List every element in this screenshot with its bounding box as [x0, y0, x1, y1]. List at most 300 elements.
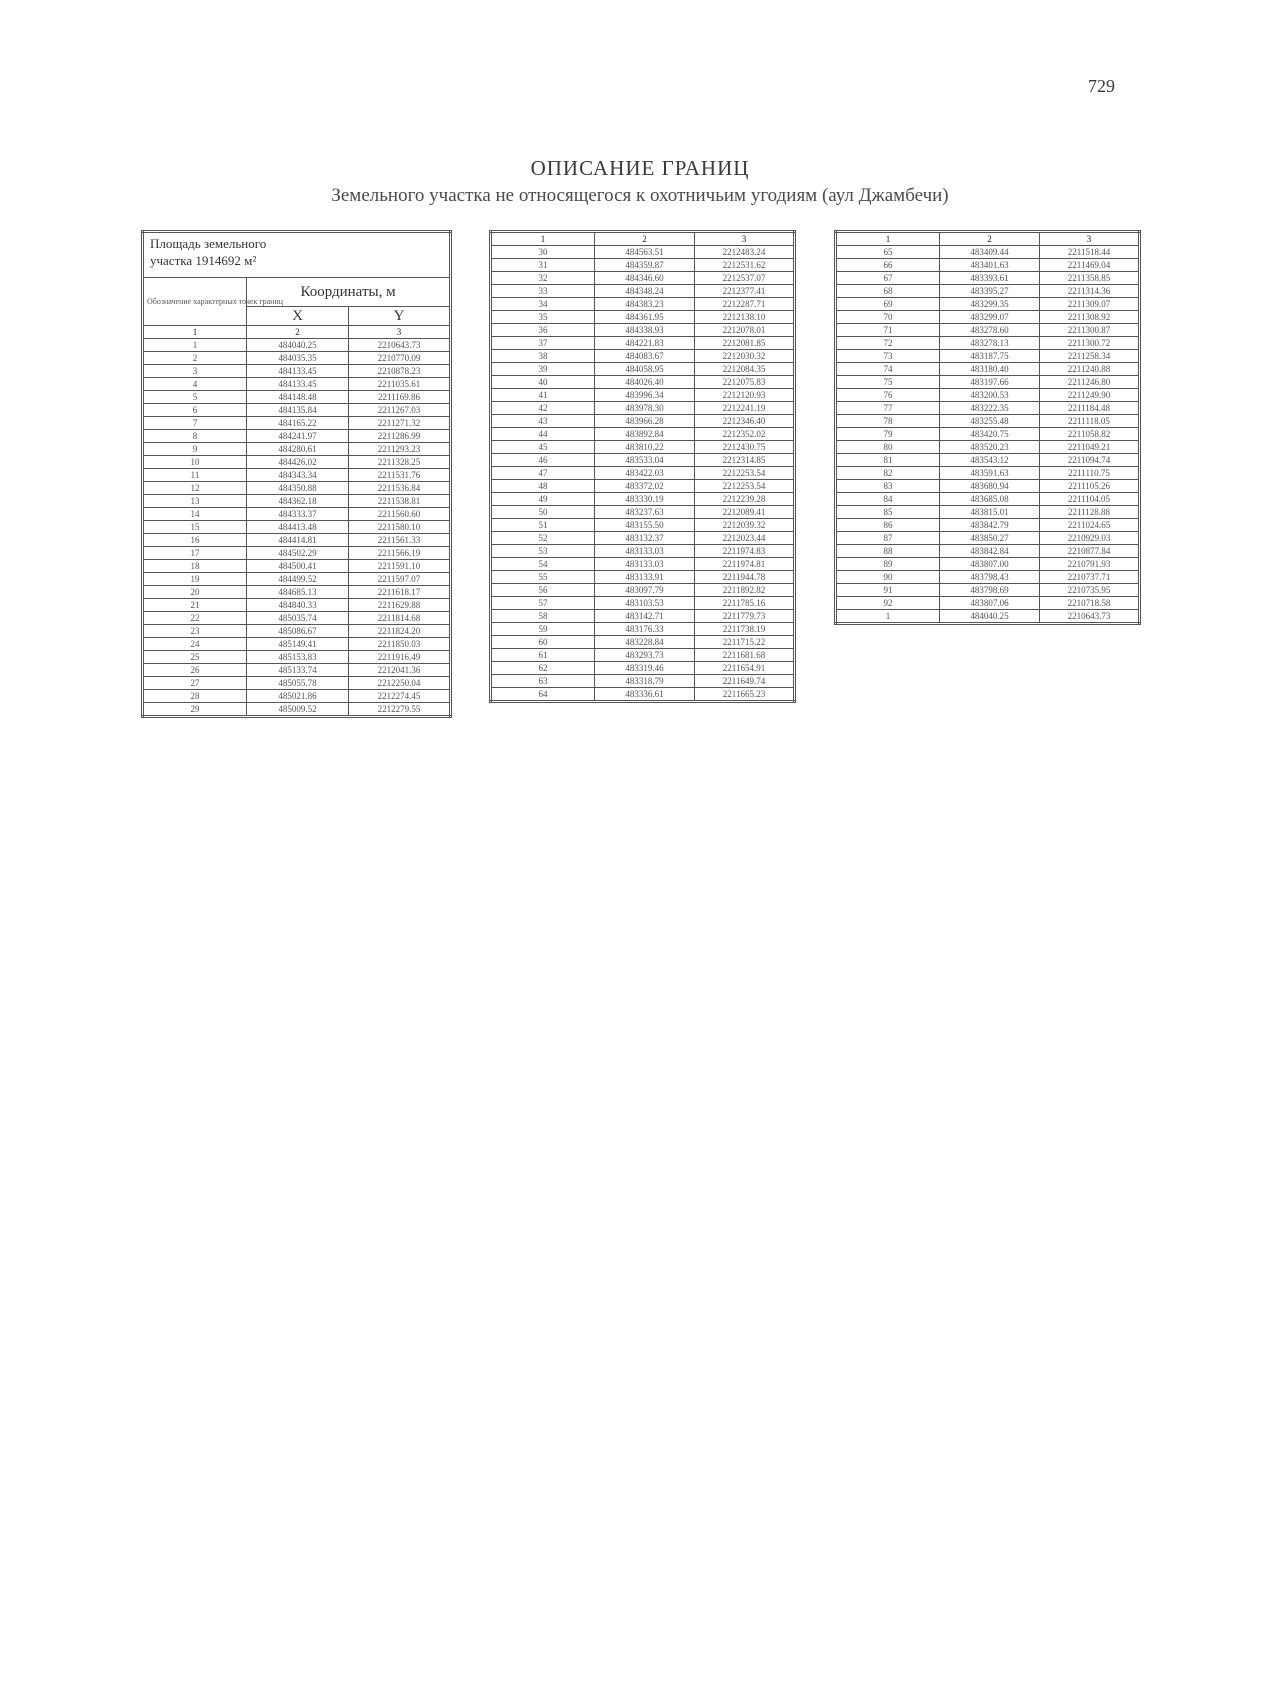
x-coordinate: 483842.79 [940, 519, 1040, 532]
y-coordinate: 2211974.83 [695, 545, 795, 558]
point-number: 57 [491, 597, 595, 610]
x-coordinate: 484058.95 [595, 363, 695, 376]
point-number: 86 [836, 519, 940, 532]
point-number: 16 [143, 534, 247, 547]
column-number: 3 [695, 232, 795, 246]
y-coordinate: 2212377.41 [695, 285, 795, 298]
point-number: 90 [836, 571, 940, 584]
x-coordinate: 483142.71 [595, 610, 695, 623]
x-coordinate: 483293.73 [595, 649, 695, 662]
table-row [491, 454, 795, 467]
table-row [143, 599, 451, 612]
table-row [143, 625, 451, 638]
point-number: 76 [836, 389, 940, 402]
table-row [491, 441, 795, 454]
y-coordinate: 2210643.73 [1040, 610, 1140, 624]
x-coordinate: 483299.35 [940, 298, 1040, 311]
table-row [143, 651, 451, 664]
table-row [143, 612, 451, 625]
x-coordinate: 483850.27 [940, 532, 1040, 545]
x-coordinate: 483097.79 [595, 584, 695, 597]
table-row [836, 324, 1140, 337]
x-coordinate: 483228.84 [595, 636, 695, 649]
y-coordinate: 2211309.07 [1040, 298, 1140, 311]
column-number: 3 [1040, 232, 1140, 246]
point-number: 75 [836, 376, 940, 389]
coordinates-table-right [834, 230, 1141, 625]
x-coordinate: 483103.53 [595, 597, 695, 610]
table-row [143, 339, 451, 352]
table-row [491, 363, 795, 376]
table-row [143, 573, 451, 586]
x-coordinate: 484502.29 [247, 547, 349, 560]
point-number: 3 [143, 365, 247, 378]
table-row [491, 350, 795, 363]
table-row [491, 415, 795, 428]
point-number: 10 [143, 456, 247, 469]
point-number: 6 [143, 404, 247, 417]
y-coordinate: 2210929.03 [1040, 532, 1140, 545]
table-row [491, 467, 795, 480]
point-number: 1 [836, 610, 940, 624]
y-coordinate: 2211654.91 [695, 662, 795, 675]
point-number: 60 [491, 636, 595, 649]
document-title: ОПИСАНИЕ ГРАНИЦ [530, 156, 750, 180]
point-number: 61 [491, 649, 595, 662]
y-coordinate: 2211892.82 [695, 584, 795, 597]
table-row [836, 376, 1140, 389]
x-coordinate: 484083.67 [595, 350, 695, 363]
point-number: 41 [491, 389, 595, 402]
point-number: 67 [836, 272, 940, 285]
table-row [143, 703, 451, 717]
x-coordinate: 485035.74 [247, 612, 349, 625]
x-coordinate: 484361.95 [595, 311, 695, 324]
x-coordinate: 483420.75 [940, 428, 1040, 441]
table-row [143, 391, 451, 404]
y-coordinate: 2211035.61 [349, 378, 451, 391]
point-number: 19 [143, 573, 247, 586]
point-number: 83 [836, 480, 940, 493]
point-number: 2 [143, 352, 247, 365]
table-row [491, 402, 795, 415]
x-coordinate: 483132.37 [595, 532, 695, 545]
point-number: 51 [491, 519, 595, 532]
column-number: 1 [143, 326, 247, 339]
y-coordinate: 2212030.32 [695, 350, 795, 363]
x-coordinate: 484221.83 [595, 337, 695, 350]
table-row [491, 272, 795, 285]
title-block [0, 155, 1280, 209]
point-number: 15 [143, 521, 247, 534]
point-number: 69 [836, 298, 940, 311]
area-line1: Площадь земельного [150, 236, 267, 251]
y-coordinate: 2211128.88 [1040, 506, 1140, 519]
y-coordinate: 2211779.73 [695, 610, 795, 623]
point-number: 33 [491, 285, 595, 298]
y-coordinate: 2211785.16 [695, 597, 795, 610]
table-row [491, 285, 795, 298]
y-coordinate: 2211293.23 [349, 443, 451, 456]
point-number: 78 [836, 415, 940, 428]
x-coordinate: 483807.06 [940, 597, 1040, 610]
table-row [491, 493, 795, 506]
y-coordinate: 2211058.82 [1040, 428, 1140, 441]
point-number: 40 [491, 376, 595, 389]
table-row [143, 404, 451, 417]
table-row [143, 534, 451, 547]
point-number: 13 [143, 495, 247, 508]
x-coordinate: 483278.60 [940, 324, 1040, 337]
point-number: 50 [491, 506, 595, 519]
column-number-row [143, 326, 451, 339]
y-coordinate: 2211118.05 [1040, 415, 1140, 428]
x-coordinate: 483815.01 [940, 506, 1040, 519]
point-number: 59 [491, 623, 595, 636]
y-coordinate: 2211518.44 [1040, 246, 1140, 259]
y-coordinate: 2211738.19 [695, 623, 795, 636]
point-number: 21 [143, 599, 247, 612]
x-coordinate: 484338.93 [595, 324, 695, 337]
y-coordinate: 2212253.54 [695, 480, 795, 493]
x-coordinate: 483155.50 [595, 519, 695, 532]
point-number: 65 [836, 246, 940, 259]
point-number: 87 [836, 532, 940, 545]
x-coordinate: 483543.12 [940, 454, 1040, 467]
table-row [143, 560, 451, 573]
x-coordinate: 483533.04 [595, 454, 695, 467]
point-number: 49 [491, 493, 595, 506]
point-number: 17 [143, 547, 247, 560]
table-row [143, 495, 451, 508]
table-row [491, 597, 795, 610]
table-row [836, 519, 1140, 532]
table-row [143, 690, 451, 703]
designation-header: Обозначение характерных точек границ [143, 278, 247, 326]
point-number: 91 [836, 584, 940, 597]
x-coordinate: 484563.51 [595, 246, 695, 259]
y-coordinate: 2211169.86 [349, 391, 451, 404]
x-coordinate: 484426.02 [247, 456, 349, 469]
table-row [143, 430, 451, 443]
x-coordinate: 484280.61 [247, 443, 349, 456]
y-coordinate: 2211560.60 [349, 508, 451, 521]
point-number: 36 [491, 324, 595, 337]
point-number: 4 [143, 378, 247, 391]
y-coordinate: 2212274.45 [349, 690, 451, 703]
table-row [143, 456, 451, 469]
y-coordinate: 2212089.41 [695, 506, 795, 519]
coordinates-table-left [141, 230, 452, 718]
y-coordinate: 2212081.85 [695, 337, 795, 350]
point-number: 55 [491, 571, 595, 584]
point-number: 43 [491, 415, 595, 428]
point-number: 35 [491, 311, 595, 324]
table-row [491, 246, 795, 259]
x-coordinate: 484413.48 [247, 521, 349, 534]
y-coordinate: 2211814.68 [349, 612, 451, 625]
x-coordinate: 485149.41 [247, 638, 349, 651]
y-coordinate: 2212041.36 [349, 664, 451, 677]
point-number: 8 [143, 430, 247, 443]
y-coordinate: 2211240.88 [1040, 363, 1140, 376]
area-row [143, 232, 451, 278]
point-number: 18 [143, 560, 247, 573]
y-coordinate: 2211328.25 [349, 456, 451, 469]
y-coordinate: 2212023.44 [695, 532, 795, 545]
y-coordinate: 2211110.75 [1040, 467, 1140, 480]
y-coordinate: 2210735.95 [1040, 584, 1140, 597]
point-number: 23 [143, 625, 247, 638]
y-coordinate: 2210718.58 [1040, 597, 1140, 610]
table-row [143, 378, 451, 391]
x-coordinate: 484333.37 [247, 508, 349, 521]
point-number: 80 [836, 441, 940, 454]
table-row [836, 532, 1140, 545]
table-row [491, 636, 795, 649]
x-coordinate: 483685.08 [940, 493, 1040, 506]
table-row [491, 298, 795, 311]
table-row [836, 337, 1140, 350]
point-number: 38 [491, 350, 595, 363]
x-coordinate: 484346.60 [595, 272, 695, 285]
table-row [491, 584, 795, 597]
x-coordinate: 485055.78 [247, 677, 349, 690]
x-coordinate: 484348.24 [595, 285, 695, 298]
table-row [836, 584, 1140, 597]
y-coordinate: 2212241.19 [695, 402, 795, 415]
y-coordinate: 2211300.87 [1040, 324, 1140, 337]
table-row [143, 586, 451, 599]
point-number: 22 [143, 612, 247, 625]
y-coordinate: 2210643.73 [349, 339, 451, 352]
x-coordinate: 484148.48 [247, 391, 349, 404]
point-number: 66 [836, 259, 940, 272]
document-subtitle: Земельного участка не относящегося к охотничьим угодиям (аул Джамбечи) [331, 185, 949, 206]
x-coordinate: 483591.63 [940, 467, 1040, 480]
point-number: 37 [491, 337, 595, 350]
y-coordinate: 2212039.32 [695, 519, 795, 532]
x-coordinate: 483393.61 [940, 272, 1040, 285]
x-coordinate: 484350.88 [247, 482, 349, 495]
x-coordinate: 483372.02 [595, 480, 695, 493]
point-number: 68 [836, 285, 940, 298]
y-coordinate: 2211258.34 [1040, 350, 1140, 363]
point-number: 31 [491, 259, 595, 272]
point-number: 71 [836, 324, 940, 337]
x-coordinate: 483278.13 [940, 337, 1040, 350]
y-coordinate: 2211597.07 [349, 573, 451, 586]
y-coordinate: 2212287.71 [695, 298, 795, 311]
table-row [836, 389, 1140, 402]
table-row [143, 365, 451, 378]
table-row [491, 389, 795, 402]
point-number: 30 [491, 246, 595, 259]
table-row [143, 547, 451, 560]
table-row [836, 493, 1140, 506]
x-coordinate: 483187.75 [940, 350, 1040, 363]
column-number: 2 [595, 232, 695, 246]
table-row [143, 469, 451, 482]
x-coordinate: 484499.52 [247, 573, 349, 586]
x-coordinate: 484414.81 [247, 534, 349, 547]
x-coordinate: 483422.03 [595, 467, 695, 480]
y-coordinate: 2211591.10 [349, 560, 451, 573]
table-row [491, 558, 795, 571]
y-coordinate: 2211665.23 [695, 688, 795, 702]
table-row [836, 571, 1140, 584]
x-coordinate: 483330.19 [595, 493, 695, 506]
x-coordinate: 483807.00 [940, 558, 1040, 571]
y-coordinate: 2211249.90 [1040, 389, 1140, 402]
y-coordinate: 2212537.07 [695, 272, 795, 285]
table-row [836, 441, 1140, 454]
x-coordinate: 485086.67 [247, 625, 349, 638]
table-row [491, 662, 795, 675]
x-coordinate: 483255.48 [940, 415, 1040, 428]
y-coordinate: 2212352.02 [695, 428, 795, 441]
point-number: 72 [836, 337, 940, 350]
y-coordinate: 2212430.75 [695, 441, 795, 454]
point-number: 81 [836, 454, 940, 467]
point-number: 82 [836, 467, 940, 480]
table-row [491, 428, 795, 441]
point-number: 29 [143, 703, 247, 717]
y-coordinate: 2211246.80 [1040, 376, 1140, 389]
point-number: 5 [143, 391, 247, 404]
y-coordinate: 2211184.48 [1040, 402, 1140, 415]
table-row [836, 415, 1140, 428]
y-coordinate: 2211649.74 [695, 675, 795, 688]
coordinates-header: Координаты, м [247, 278, 451, 307]
point-number: 9 [143, 443, 247, 456]
table-row [143, 482, 451, 495]
point-number: 39 [491, 363, 595, 376]
y-coordinate: 2212346.40 [695, 415, 795, 428]
point-number: 46 [491, 454, 595, 467]
x-coordinate: 483319.46 [595, 662, 695, 675]
table-row [491, 545, 795, 558]
x-coordinate: 483810.22 [595, 441, 695, 454]
y-coordinate: 2211308.92 [1040, 311, 1140, 324]
x-coordinate: 483892.84 [595, 428, 695, 441]
y-coordinate: 2211049.21 [1040, 441, 1140, 454]
point-number: 27 [143, 677, 247, 690]
point-number: 12 [143, 482, 247, 495]
y-coordinate: 2211916.49 [349, 651, 451, 664]
page-number: 729 [1088, 76, 1115, 96]
y-coordinate: 2212084.35 [695, 363, 795, 376]
y-coordinate: 2211561.33 [349, 534, 451, 547]
point-number: 79 [836, 428, 940, 441]
table-row [836, 298, 1140, 311]
table-row [491, 675, 795, 688]
table-row [143, 443, 451, 456]
table-row [836, 428, 1140, 441]
y-coordinate: 2212253.54 [695, 467, 795, 480]
table-row [836, 480, 1140, 493]
point-number: 62 [491, 662, 595, 675]
table-row [491, 532, 795, 545]
y-coordinate: 2211286.99 [349, 430, 451, 443]
x-coordinate: 483197.66 [940, 376, 1040, 389]
point-number: 42 [491, 402, 595, 415]
point-number: 52 [491, 532, 595, 545]
y-coordinate: 2211681.68 [695, 649, 795, 662]
x-coordinate: 484040.25 [247, 339, 349, 352]
y-coordinate: 2212483.24 [695, 246, 795, 259]
point-number: 63 [491, 675, 595, 688]
point-number: 7 [143, 417, 247, 430]
column-number: 1 [491, 232, 595, 246]
point-number: 28 [143, 690, 247, 703]
x-coordinate: 483176.33 [595, 623, 695, 636]
point-number: 54 [491, 558, 595, 571]
y-coordinate: 2212078.01 [695, 324, 795, 337]
x-coordinate: 483200.53 [940, 389, 1040, 402]
y-coordinate: 2212120.93 [695, 389, 795, 402]
x-coordinate: 484165.22 [247, 417, 349, 430]
table-row [491, 688, 795, 702]
x-coordinate: 483520.23 [940, 441, 1040, 454]
x-coordinate: 485133.74 [247, 664, 349, 677]
area-cell [143, 232, 451, 278]
table-row [836, 402, 1140, 415]
table-row [836, 467, 1140, 480]
x-coordinate: 484035.35 [247, 352, 349, 365]
x-coordinate: 485021.86 [247, 690, 349, 703]
x-coordinate: 483401.63 [940, 259, 1040, 272]
point-number: 47 [491, 467, 595, 480]
y-coordinate: 2211531.76 [349, 469, 451, 482]
x-coordinate: 484500.41 [247, 560, 349, 573]
area-line2: участка 1914692 м² [150, 253, 257, 268]
x-coordinate: 484362.18 [247, 495, 349, 508]
x-coordinate: 484133.45 [247, 365, 349, 378]
y-coordinate: 2211974.81 [695, 558, 795, 571]
y-coordinate: 2211094.74 [1040, 454, 1140, 467]
point-number: 92 [836, 597, 940, 610]
y-coordinate: 2211629.88 [349, 599, 451, 612]
x-coordinate: 483680.94 [940, 480, 1040, 493]
table-row [836, 597, 1140, 610]
y-coordinate: 2212314.85 [695, 454, 795, 467]
point-number: 64 [491, 688, 595, 702]
x-coordinate: 483978.30 [595, 402, 695, 415]
table-row [836, 285, 1140, 298]
y-coordinate: 2211104.05 [1040, 493, 1140, 506]
x-coordinate: 483395.27 [940, 285, 1040, 298]
column-number-row [491, 232, 795, 246]
x-coordinate: 483798.43 [940, 571, 1040, 584]
point-number: 32 [491, 272, 595, 285]
x-header: X [247, 307, 349, 326]
table-row [836, 246, 1140, 259]
point-number: 1 [143, 339, 247, 352]
table-row [836, 272, 1140, 285]
y-coordinate: 2212075.83 [695, 376, 795, 389]
y-coordinate: 2210791.93 [1040, 558, 1140, 571]
y-coordinate: 2211618.17 [349, 586, 451, 599]
y-coordinate: 2211267.03 [349, 404, 451, 417]
point-number: 45 [491, 441, 595, 454]
table-row [491, 623, 795, 636]
point-number: 58 [491, 610, 595, 623]
y-coordinate: 2212250.04 [349, 677, 451, 690]
x-coordinate: 483409.44 [940, 246, 1040, 259]
point-number: 89 [836, 558, 940, 571]
column-number-row [836, 232, 1140, 246]
